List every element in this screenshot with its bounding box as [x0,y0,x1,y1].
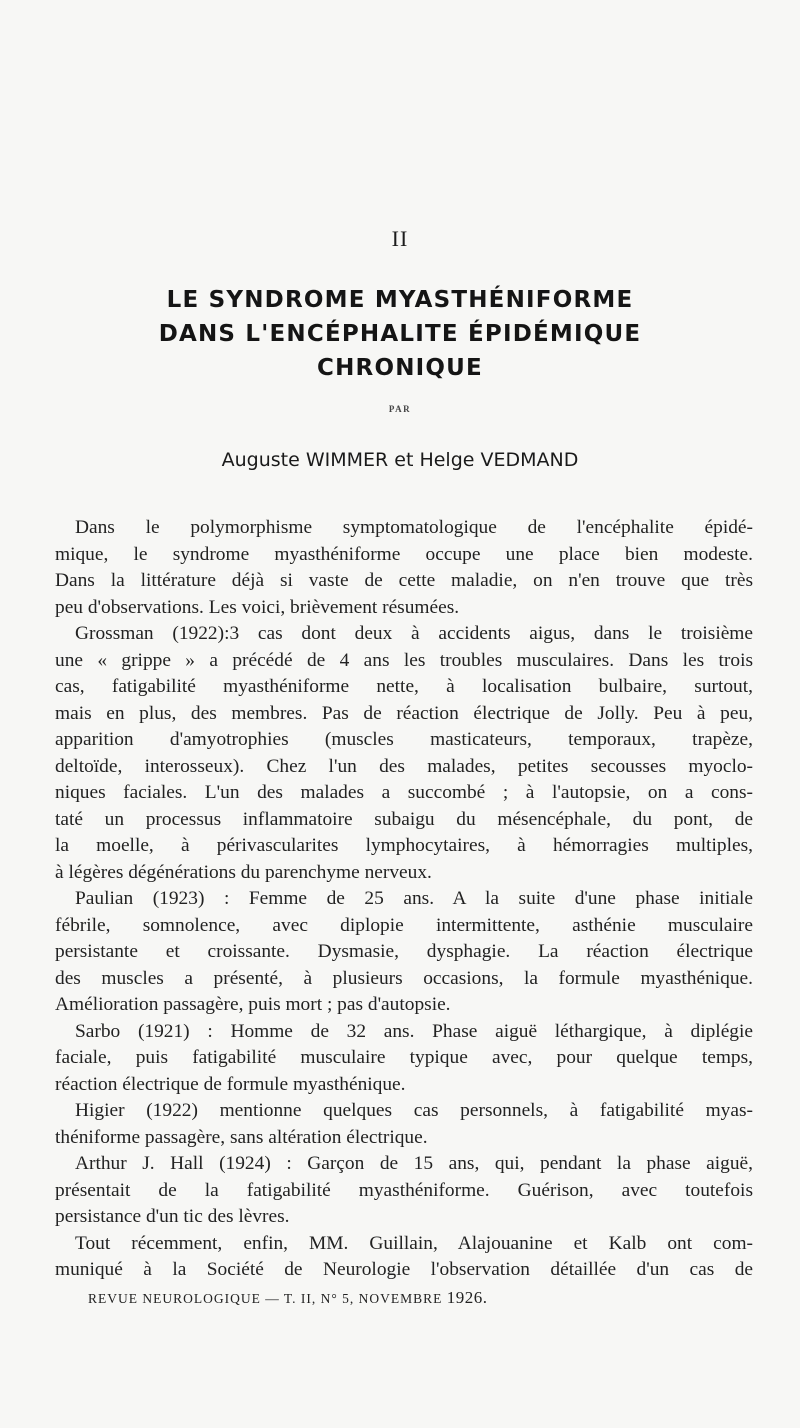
body-line: une « grippe » a précédé de 4 ans les troubles musculaires. Dans les trois [55,649,753,671]
section-number: II [391,226,409,251]
body-line: la moelle, à périvascularites lymphocytaires, à hémorragies multiples, [55,835,753,856]
body-line: Dans le polymorphisme symptomatologique de l'encéphalite épidé- [75,517,753,538]
body-line: taté un processus inflammatoire subaigu du mésencéphale, du pont, de [55,808,753,830]
body-line: des muscles a présenté, à plusieurs occasions, la formule myasthénique. [55,967,753,989]
body-line: fébrile, somnolence, avec diplopie intermittente, asthénie musculaire [55,914,753,936]
page-footer [88,1288,488,1308]
body-line: niques faciales. L'un des malades a succombé ; à l'autopsie, on a cons- [55,782,753,803]
footer-journal: REVUE NEUROLOGIQUE — T. II, N° 5, NOVEMBRE [88,1291,443,1306]
body-line: mais en plus, des membres. Pas de réaction électrique de Jolly. Peu à peu, [55,702,753,724]
article-title [0,283,800,385]
body-line: réaction électrique de formule myasthénique. [55,1073,406,1095]
title-line-1: LE SYNDROME MYASTHÉNIFORME [166,287,634,313]
body-line: mique, le syndrome myasthéniforme occupe une place bien modeste. [55,543,753,565]
body-line: à légères dégénérations du parenchyme nerveux. [55,861,432,883]
body-line: deltoïde, interosseux). Chez l'un des malades, petites secousses myoclo- [55,755,753,777]
body-line: persistance d'un tic des lèvres. [55,1206,290,1227]
authors: Auguste WIMMER et Helge VEDMAND [221,449,579,471]
body-line: Grossman (1922):3 cas dont deux à accidents aigus, dans le troisième [75,623,753,644]
body-line: apparition d'amyotrophies (muscles masticateurs, temporaux, trapèze, [55,729,753,750]
article-body [55,515,753,1284]
title-line-3: CHRONIQUE [317,355,483,381]
body-line: présentait de la fatigabilité myasthéniforme. Guérison, avec toutefois [55,1179,753,1201]
body-line: Arthur J. Hall (1924) : Garçon de 15 ans, qui, pendant la phase aiguë, [75,1153,753,1174]
body-line: Tout récemment, enfin, MM. Guillain, Alajouanine et Kalb ont com- [75,1232,753,1254]
title-line-2: DANS L'ENCÉPHALITE ÉPIDÉMIQUE [158,321,642,347]
body-line: persistante et croissante. Dysmasie, dysphagie. La réaction électrique [55,941,753,962]
body-line: Paulian (1923) : Femme de 25 ans. A la suite d'une phase initiale [75,888,753,909]
byline-par: PAR [388,404,412,414]
body-line: faciale, puis fatigabilité musculaire typique avec, pour quelque temps, [55,1047,753,1068]
body-line: Dans la littérature déjà si vaste de cette maladie, on n'en trouve que très [55,570,753,591]
body-line: Amélioration passagère, puis mort ; pas d'autopsie. [55,994,451,1015]
body-line: Higier (1922) mentionne quelques cas personnels, à fatigabilité myas- [75,1100,753,1121]
body-line: peu d'observations. Les voici, brièvement résumées. [55,596,460,618]
body-line: cas, fatigabilité myasthéniforme nette, à localisation bulbaire, surtout, [55,676,753,697]
footer-year: 1926. [446,1288,488,1307]
body-line: théniforme passagère, sans altération électrique. [55,1126,428,1148]
body-line: muniqué à la Société de Neurologie l'observation détaillée d'un cas de [55,1259,753,1280]
body-line: Sarbo (1921) : Homme de 32 ans. Phase aiguë léthargique, à diplégie [75,1020,753,1042]
